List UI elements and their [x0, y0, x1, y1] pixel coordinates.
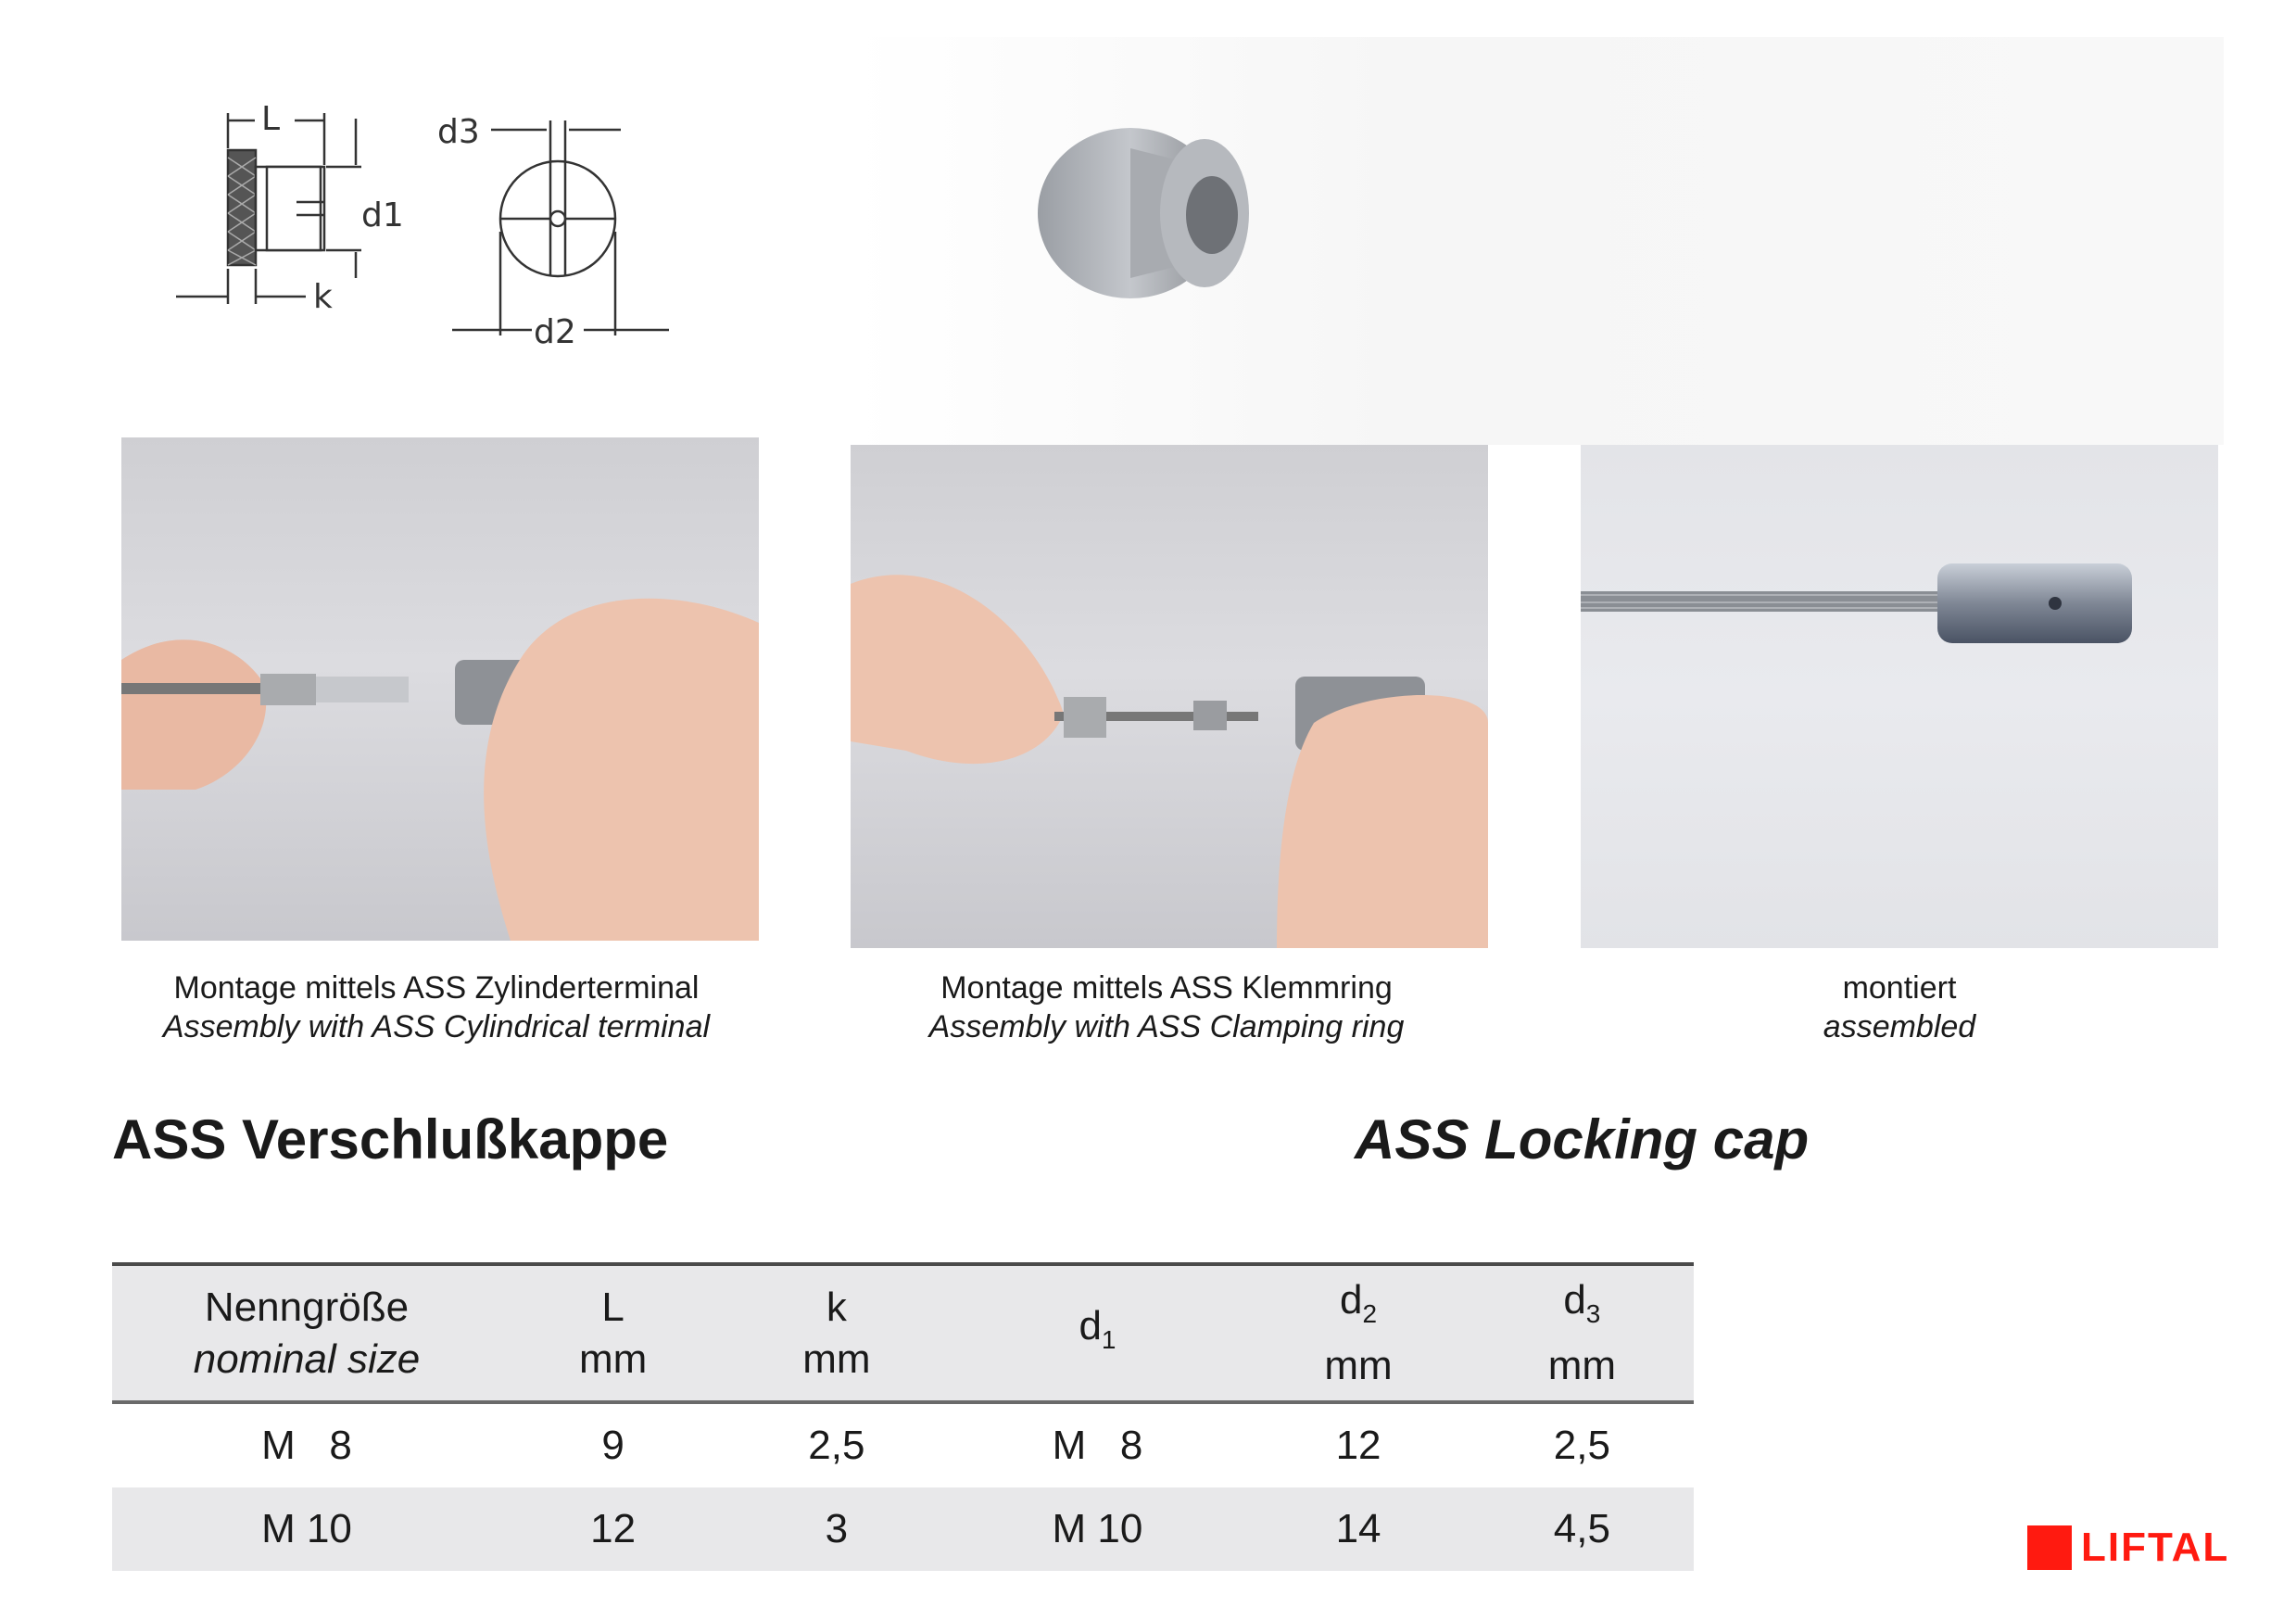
cell-d3: 2,5	[1553, 1423, 1610, 1468]
cell-d1: M 8	[1052, 1423, 1143, 1468]
caption-en: Assembly with ASS Cylindrical terminal	[162, 1009, 711, 1044]
caption-en: Assembly with ASS Clamping ring	[928, 1009, 1405, 1044]
header-nominal-size: Nenngröße nominal size	[193, 1284, 421, 1382]
photo-assembled	[1581, 445, 2218, 948]
label-d3: d3	[437, 113, 480, 151]
header-L: L mm	[578, 1284, 648, 1382]
caption-assembly-cylindrical	[103, 968, 770, 1046]
photo-assembly-cylindrical	[121, 437, 759, 941]
product-title-de: ASS Verschlußkappe	[112, 1108, 669, 1171]
cell-nominal-size: M 10	[261, 1506, 352, 1551]
caption-de: Montage mittels ASS Klemmring	[940, 970, 1393, 1006]
cell-L: 9	[601, 1423, 624, 1468]
label-d2: d2	[534, 313, 576, 351]
table-row	[112, 1487, 1694, 1571]
cell-k: 2,5	[808, 1423, 865, 1468]
label-L: L	[261, 100, 281, 138]
caption-en: assembled	[1823, 1009, 1976, 1044]
header-d3: $d_3$ mm	[1547, 1277, 1616, 1388]
cell-d3: 4,5	[1553, 1506, 1610, 1551]
caption-de: montiert	[1842, 970, 1957, 1006]
caption-assembled	[1566, 968, 2233, 1046]
cell-nominal-size: M 8	[261, 1423, 352, 1468]
header-d2: $d_2$ mm	[1324, 1277, 1393, 1388]
label-d1: d1	[361, 196, 404, 234]
cell-k: 3	[825, 1506, 849, 1551]
logo-text: LIFTAL	[2081, 1525, 2230, 1570]
caption-assembly-clamping	[833, 968, 1500, 1046]
liftal-logo	[2027, 1525, 2229, 1570]
table-row	[112, 1402, 1694, 1487]
label-k: k	[313, 278, 333, 316]
header-k: k mm	[802, 1284, 871, 1382]
table-header-row	[112, 1264, 1694, 1402]
photo-assembly-clamping	[851, 445, 1488, 948]
cell-d2: 12	[1335, 1423, 1381, 1468]
cell-L: 12	[590, 1506, 637, 1551]
cell-d1: M 10	[1052, 1506, 1143, 1551]
spec-table	[112, 1262, 1694, 1571]
product-photo	[852, 37, 2224, 445]
technical-drawing	[158, 93, 695, 371]
product-title-en: ASS Locking cap	[1355, 1108, 1810, 1171]
caption-de: Montage mittels ASS Zylinderterminal	[173, 970, 700, 1006]
header-d1: $d_1$	[1079, 1303, 1116, 1354]
cell-d2: 14	[1335, 1506, 1381, 1551]
logo-square-icon	[2027, 1525, 2072, 1570]
